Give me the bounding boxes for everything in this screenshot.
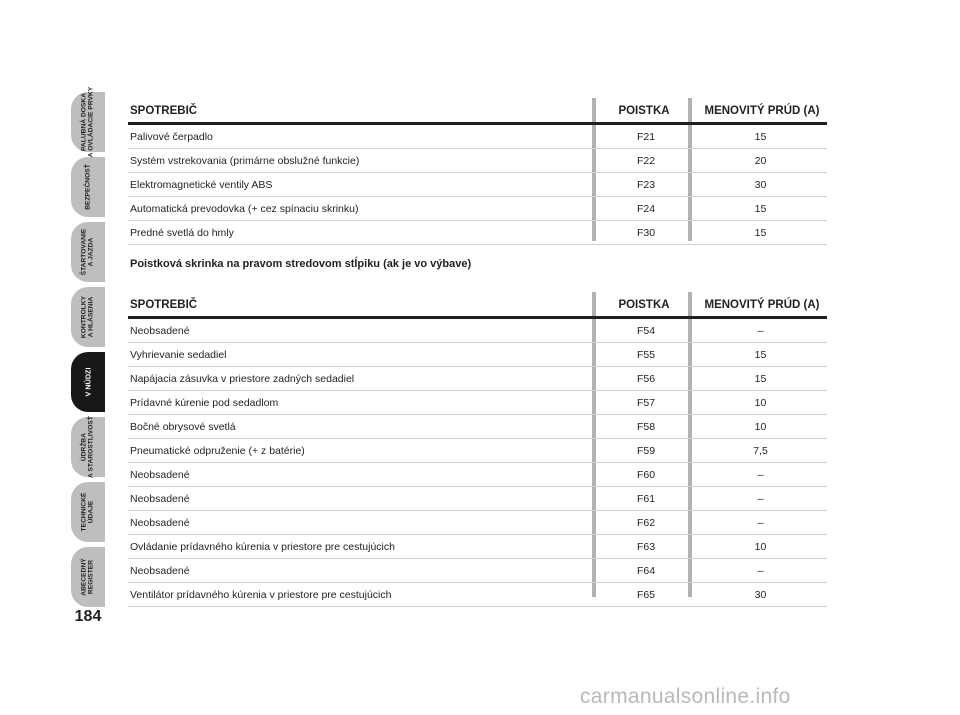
- cell-fuse: F22: [636, 155, 656, 167]
- tab-label: KONTROLKY A HLÁSENIA: [80, 295, 95, 339]
- cell-fuse: F63: [636, 541, 656, 553]
- cell-consumer: Systém vstrekovania (primárne obslužné funkcie): [130, 155, 360, 167]
- cell-consumer: Ventilátor prídavného kúrenia v priestore pre cestujúcich: [130, 589, 392, 601]
- tab-maintenance[interactable]: [71, 417, 105, 477]
- cell-fuse: F58: [636, 421, 656, 433]
- tab-warning-lights[interactable]: [71, 287, 105, 347]
- cell-fuse: F21: [636, 131, 656, 143]
- table-row: [128, 559, 827, 583]
- tab-technical-data[interactable]: [71, 482, 105, 542]
- cell-fuse: F59: [636, 445, 656, 457]
- table-row: [128, 221, 827, 245]
- table-row: [128, 439, 827, 463]
- table-row: [128, 535, 827, 559]
- table-row: [128, 125, 827, 149]
- table-row: [128, 487, 827, 511]
- cell-fuse: F23: [636, 179, 656, 191]
- cell-current: 30: [754, 179, 767, 191]
- header-fuse: POISTKA: [618, 105, 670, 117]
- tab-label: PALUBNÁ DOSKA A OVLÁDACIE PRVKY: [80, 86, 95, 158]
- cell-fuse: F60: [636, 469, 656, 481]
- table-row: [128, 463, 827, 487]
- table-row: [128, 367, 827, 391]
- cell-consumer: Neobsadené: [130, 565, 190, 577]
- cell-current: 15: [754, 203, 767, 215]
- cell-consumer: Prídavné kúrenie pod sedadlom: [130, 397, 279, 409]
- cell-consumer: Napájacia zásuvka v priestore zadných sedadiel: [130, 373, 355, 385]
- cell-fuse: F65: [636, 589, 656, 601]
- tab-emergency[interactable]: [71, 352, 105, 412]
- fuse-table-1: [128, 100, 827, 245]
- cell-current: –: [757, 517, 764, 529]
- cell-consumer: Predné svetlá do hmly: [130, 227, 234, 239]
- cell-consumer: Vyhrievanie sedadiel: [130, 349, 227, 361]
- table-row: [128, 583, 827, 607]
- tab-starting-driving[interactable]: [71, 222, 105, 282]
- header-fuse: POISTKA: [618, 299, 670, 311]
- cell-consumer: Palivové čerpadlo: [130, 131, 213, 143]
- watermark-text: carmanualsonline.info: [580, 685, 791, 708]
- tab-label: BEZPEČNOSŤ: [84, 164, 92, 210]
- cell-current: 30: [754, 589, 767, 601]
- header-rated-current: MENOVITÝ PRÚD (A): [704, 105, 820, 117]
- cell-fuse: F57: [636, 397, 656, 409]
- header-consumer: SPOTREBIČ: [130, 105, 198, 117]
- cell-consumer: Pneumatické odpruženie (+ z batérie): [130, 445, 305, 457]
- cell-consumer: Elektromagnetické ventily ABS: [130, 179, 273, 191]
- table-row: [128, 343, 827, 367]
- table-header: [128, 100, 827, 125]
- tab-label: ÚDRŽBA A STAROSTLIVOSŤ: [80, 416, 95, 478]
- cell-current: –: [757, 469, 764, 481]
- table-row: [128, 149, 827, 173]
- tab-label: ABECEDNÝ REGISTER: [80, 558, 95, 596]
- tab-safety[interactable]: [71, 157, 105, 217]
- tab-label: V NÚDZI: [83, 367, 93, 397]
- cell-fuse: F56: [636, 373, 656, 385]
- cell-current: –: [757, 565, 764, 577]
- cell-current: 10: [754, 541, 767, 553]
- table-header: [128, 294, 827, 319]
- cell-fuse: F24: [636, 203, 656, 215]
- table-row: [128, 173, 827, 197]
- cell-current: 15: [754, 349, 767, 361]
- cell-current: 15: [754, 373, 767, 385]
- cell-consumer: Neobsadené: [130, 325, 190, 337]
- table-row: [128, 197, 827, 221]
- cell-current: 20: [754, 155, 767, 167]
- fuse-table-2: [128, 294, 827, 607]
- chapter-tabs: [71, 86, 105, 612]
- cell-fuse: F54: [636, 325, 656, 337]
- cell-current: 15: [754, 227, 767, 239]
- table-row: [128, 319, 827, 343]
- cell-current: 7,5: [753, 445, 768, 457]
- cell-fuse: F61: [636, 493, 656, 505]
- cell-consumer: Automatická prevodovka (+ cez spínaciu skrinku): [130, 203, 359, 215]
- cell-current: 15: [754, 131, 767, 143]
- table-row: [128, 415, 827, 439]
- cell-fuse: F62: [636, 517, 656, 529]
- table-row: [128, 391, 827, 415]
- header-consumer: SPOTREBIČ: [130, 299, 198, 311]
- cell-consumer: Neobsadené: [130, 469, 190, 481]
- header-rated-current: MENOVITÝ PRÚD (A): [704, 299, 820, 311]
- cell-current: 10: [754, 421, 767, 433]
- cell-consumer: Neobsadené: [130, 517, 190, 529]
- section-heading: Poistková skrinka na pravom stredovom stĺpiku (ak je vo výbave): [130, 258, 472, 270]
- cell-fuse: F30: [636, 227, 656, 239]
- page-number: 184: [74, 608, 102, 625]
- cell-fuse: F64: [636, 565, 656, 577]
- tab-label: ŠTARTOVANIE A JAZDA: [80, 228, 95, 276]
- table-row: [128, 511, 827, 535]
- cell-consumer: Neobsadené: [130, 493, 190, 505]
- cell-current: –: [757, 325, 764, 337]
- tab-label: TECHNICKÉ ÚDAJE: [80, 492, 95, 532]
- cell-fuse: F55: [636, 349, 656, 361]
- tab-dashboard-controls[interactable]: [71, 86, 105, 158]
- tab-index[interactable]: [71, 547, 105, 607]
- cell-consumer: Ovládanie prídavného kúrenia v priestore pre cestujúcich: [130, 541, 395, 553]
- cell-consumer: Bočné obrysové svetlá: [130, 421, 236, 433]
- cell-current: –: [757, 493, 764, 505]
- cell-current: 10: [754, 397, 767, 409]
